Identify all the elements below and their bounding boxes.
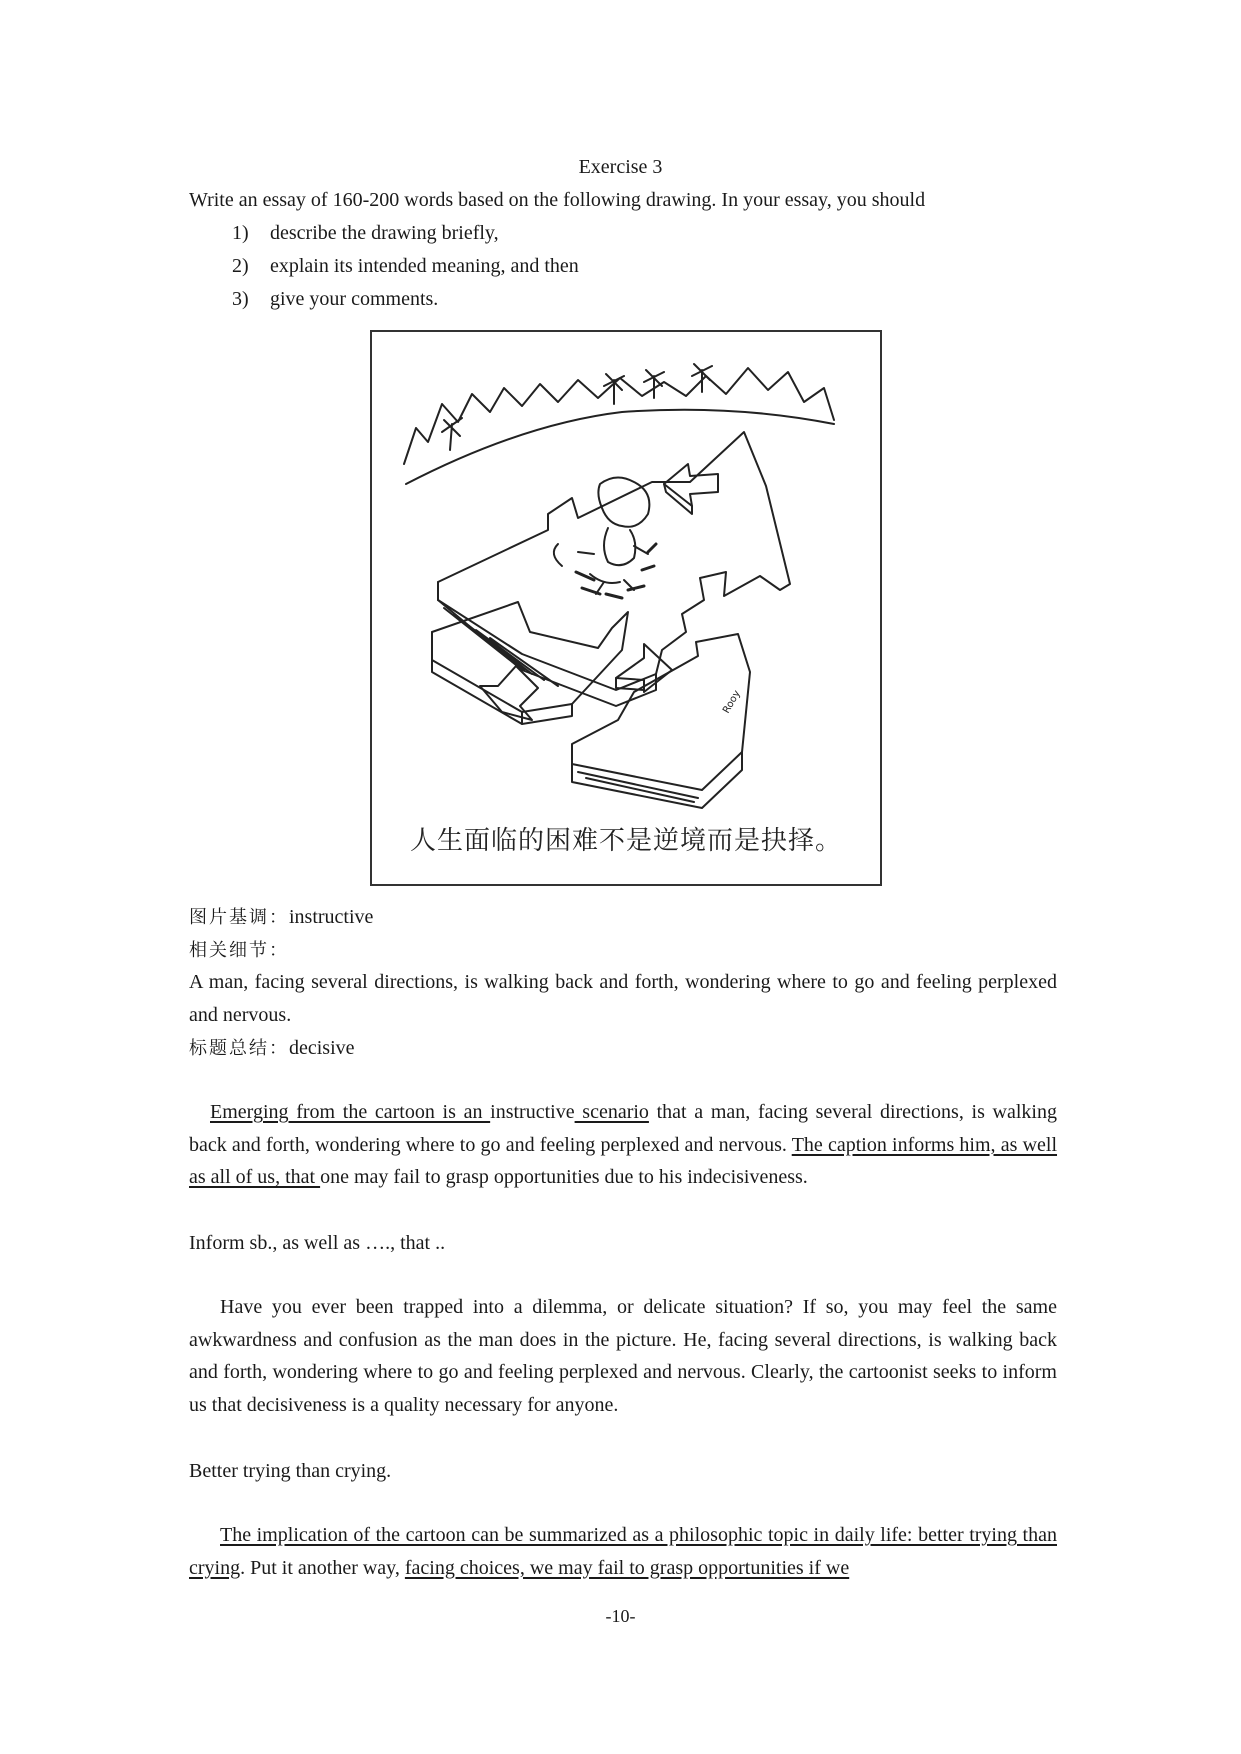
task-text: give your comments. — [270, 288, 439, 310]
proverb: Better trying than crying. — [189, 1460, 392, 1482]
cartoon-figure — [370, 330, 882, 886]
details-label-text: 相关细节： — [189, 940, 289, 961]
phrase-note: Inform sb., as well as …., that .. — [189, 1232, 446, 1254]
para1-text-3: one may fail to grasp opportunities due to his indecisiveness. — [320, 1166, 808, 1188]
summary-note — [189, 1035, 355, 1062]
details-label — [189, 937, 289, 964]
para3-underlined-1: The implication of the cartoon can be summarized as a philosophic topic in daily life: better trying than crying — [189, 1524, 1057, 1579]
exercise-title: Exercise 3 — [578, 156, 663, 178]
cartoon-caption: 人生面临的困难不是逆境而是抉择。 — [409, 826, 842, 856]
para3-text-1: . Put it another way, — [240, 1556, 405, 1579]
task-number: 3) — [232, 288, 249, 310]
details-text: A man, facing several directions, is walking back and forth, wondering where to go and feeling perplexed and nervous. — [189, 971, 1057, 1026]
summary-value: decisive — [289, 1037, 355, 1059]
para1-text-1: instructive — [490, 1101, 575, 1123]
task-text: describe the drawing briefly, — [270, 222, 499, 244]
page-number: -10- — [605, 1606, 636, 1626]
task-number: 1) — [232, 222, 249, 244]
cartoon-drawing — [372, 332, 880, 884]
task-item — [232, 286, 438, 312]
paragraph-1 — [189, 1096, 1057, 1194]
para1-text-2: that a man, facing several directions, is walking back and forth, wondering where to go and feeling perplexed and nervous. — [189, 1101, 1057, 1156]
task-item — [232, 220, 499, 246]
para3-underlined-2: facing choices, we may fail to grasp opportunities if we — [404, 1556, 850, 1579]
tone-label: 图片基调： — [189, 907, 289, 928]
tone-note — [189, 904, 373, 931]
para1-underlined-3: The caption informs him, as well as all of us, that — [189, 1133, 1058, 1188]
task-item — [232, 253, 579, 279]
task-number: 2) — [232, 255, 249, 277]
para1-underlined-1: Emerging from the cartoon is an — [210, 1101, 491, 1123]
cartoon-signature: Rooy — [721, 688, 743, 716]
tone-value: instructive — [289, 906, 374, 928]
paragraph-3 — [189, 1519, 1057, 1584]
summary-label: 标题总结： — [189, 1038, 289, 1059]
task-text: explain its intended meaning, and then — [270, 255, 579, 277]
instruction-text: Write an essay of 160-200 words based on the following drawing. In your essay, you should — [189, 189, 926, 211]
paragraph-2: Have you ever been trapped into a dilemma, or delicate situation? If so, you may feel the same awkwardness and confusion as the man does in the picture. He, facing several directions, is walking back and forth, wondering where to go and feeling perplexed and nervous. Clearly, the cartoonist seeks to inform us that decisiveness is a quality necessary for anyone. — [189, 1296, 1057, 1416]
para1-underlined-2: scenario — [574, 1101, 649, 1123]
